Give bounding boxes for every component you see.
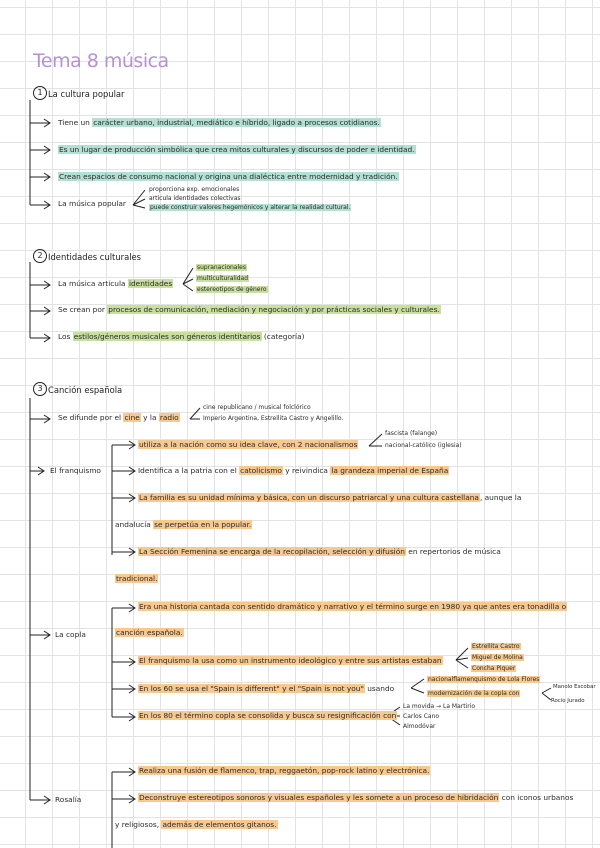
rosalia-bullet-1: Realiza una fusión de flamenco, trap, reggaetón, pop-rock latino y electrónica. <box>139 766 430 775</box>
copla-bullet-4: En los 80 el término copla se consolida y busca su resignificación con <box>139 711 397 720</box>
copla-artist-2: Miguel de Molina <box>472 654 523 661</box>
copla-b4-item-2: Carlos Cano <box>403 713 440 720</box>
copla-b3-item-2: modernización de la copla con <box>428 690 520 697</box>
s1-bullet-2: Es un lugar de producción simbólica que crea mitos culturales y discursos de poder e identidad. <box>59 145 415 154</box>
s1-bullet-4: La música popular <box>58 199 126 208</box>
copla-artist-1: Estrellita Castro <box>472 643 520 650</box>
franquismo-b1-item-2: nacional-católico (iglesia) <box>385 442 462 449</box>
rosalia-bullet-2: Deconstruye estereotipos sonoros y visuales españoles y les somete a un proceso de hibridación con iconos urbanos <box>139 793 574 802</box>
copla-b4-item-3: Almodóvar <box>403 723 436 730</box>
page-title: Tema 8 música <box>33 50 169 72</box>
franquismo-bullet-4: La Sección Femenina se encarga de la recopilación, selección y difusión en repertorios de música <box>139 547 501 556</box>
copla-b3-sub-1: Manolo Escobar <box>553 684 596 690</box>
copla-bullet-1-cont: canción española. <box>116 628 183 637</box>
s1-bullet-3: Crean espacios de consumo nacional y origina una dialéctica entre modernidad y tradición. <box>59 172 398 181</box>
s2-bullet-2: Se crean por procesos de comunicación, mediación y negociación y por prácticas sociales y culturales. <box>58 305 440 314</box>
franquismo-bullet-3: La familia es su unidad mínima y básica, con un discurso patriarcal y una cultura castellana, aunque la <box>139 493 522 502</box>
rosalia-bullet-2-cont: y religiosos, además de elementos gitanos. <box>115 820 277 829</box>
s3-spread-item-1: cine republicano / musical folclórico <box>203 404 311 411</box>
copla-artist-3: Concha Piquer <box>472 665 516 672</box>
s2-b1-item-1: supranacionales <box>197 264 246 271</box>
s1-bullet-1: Tiene un carácter urbano, industrial, mediático e híbrido, ligado a procesos cotidianos. <box>58 118 380 127</box>
section-number-1: 1 <box>33 86 47 100</box>
s2-b1-item-2: multiculturalidad <box>197 275 249 282</box>
copla-bullet-2: El franquismo la usa como un instrumento ideológico y entre sus artistas estaban <box>139 656 442 665</box>
s3-spread-item-2: Imperio Argentina, Estrellita Castro y Angelillo. <box>203 415 344 422</box>
section-number-2: 2 <box>33 249 47 263</box>
franquismo-bullet-4-cont: tradicional. <box>116 574 158 583</box>
copla-b4-item-1: La movida → La Martirio <box>403 703 476 710</box>
rosalia-label: Rosalía <box>55 795 82 804</box>
section-heading-1: La cultura popular <box>48 89 125 99</box>
s2-bullet-1: La música articula identidades <box>58 279 173 288</box>
section-heading-2: Identidades culturales <box>48 252 142 262</box>
copla-label: La copla <box>55 630 86 639</box>
section-number-3: 3 <box>33 382 47 396</box>
copla-b3-item-1: nacionalflamenquismo de Lola Flores <box>428 676 540 683</box>
s1-b4-item-2: articula identidades colectivas <box>149 195 241 202</box>
section-heading-3: Canción española <box>48 385 123 395</box>
franquismo-bullet-3-cont: andalucía se perpetúa en la popular. <box>115 520 252 529</box>
s2-bullet-3: Los estilos/géneros musicales son géneros identitarios (categoría) <box>58 332 305 341</box>
s2-b1-item-3: estereotipos de género <box>197 286 267 293</box>
franquismo-label: El franquismo <box>50 466 101 475</box>
s1-b4-item-3: puede construir valores hegemónicos y alterar la realidad cultural. <box>150 204 351 211</box>
copla-bullet-1: Era una historia cantada con sentido dramático y narrativo y el término surge en 1980 ya que antes era tonadilla o <box>139 602 567 611</box>
s1-b4-item-1: proporciona exp. emocionales <box>149 186 240 193</box>
s3-spread: Se difunde por el cine y la radio <box>58 413 179 422</box>
franquismo-bullet-2: Identifica a la patria con el catolicismo y reivindica la grandeza imperial de España <box>138 466 449 475</box>
franquismo-b1-item-1: fascista (falange) <box>385 430 438 437</box>
franquismo-bullet-1: utiliza a la nación como su idea clave, con 2 nacionalismos <box>139 440 358 449</box>
copla-bullet-3: En los 60 se usa el "Spain is different" y el "Spain is not you" usando <box>139 684 395 693</box>
copla-b3-sub-2: Rocío Jurado <box>551 698 585 704</box>
